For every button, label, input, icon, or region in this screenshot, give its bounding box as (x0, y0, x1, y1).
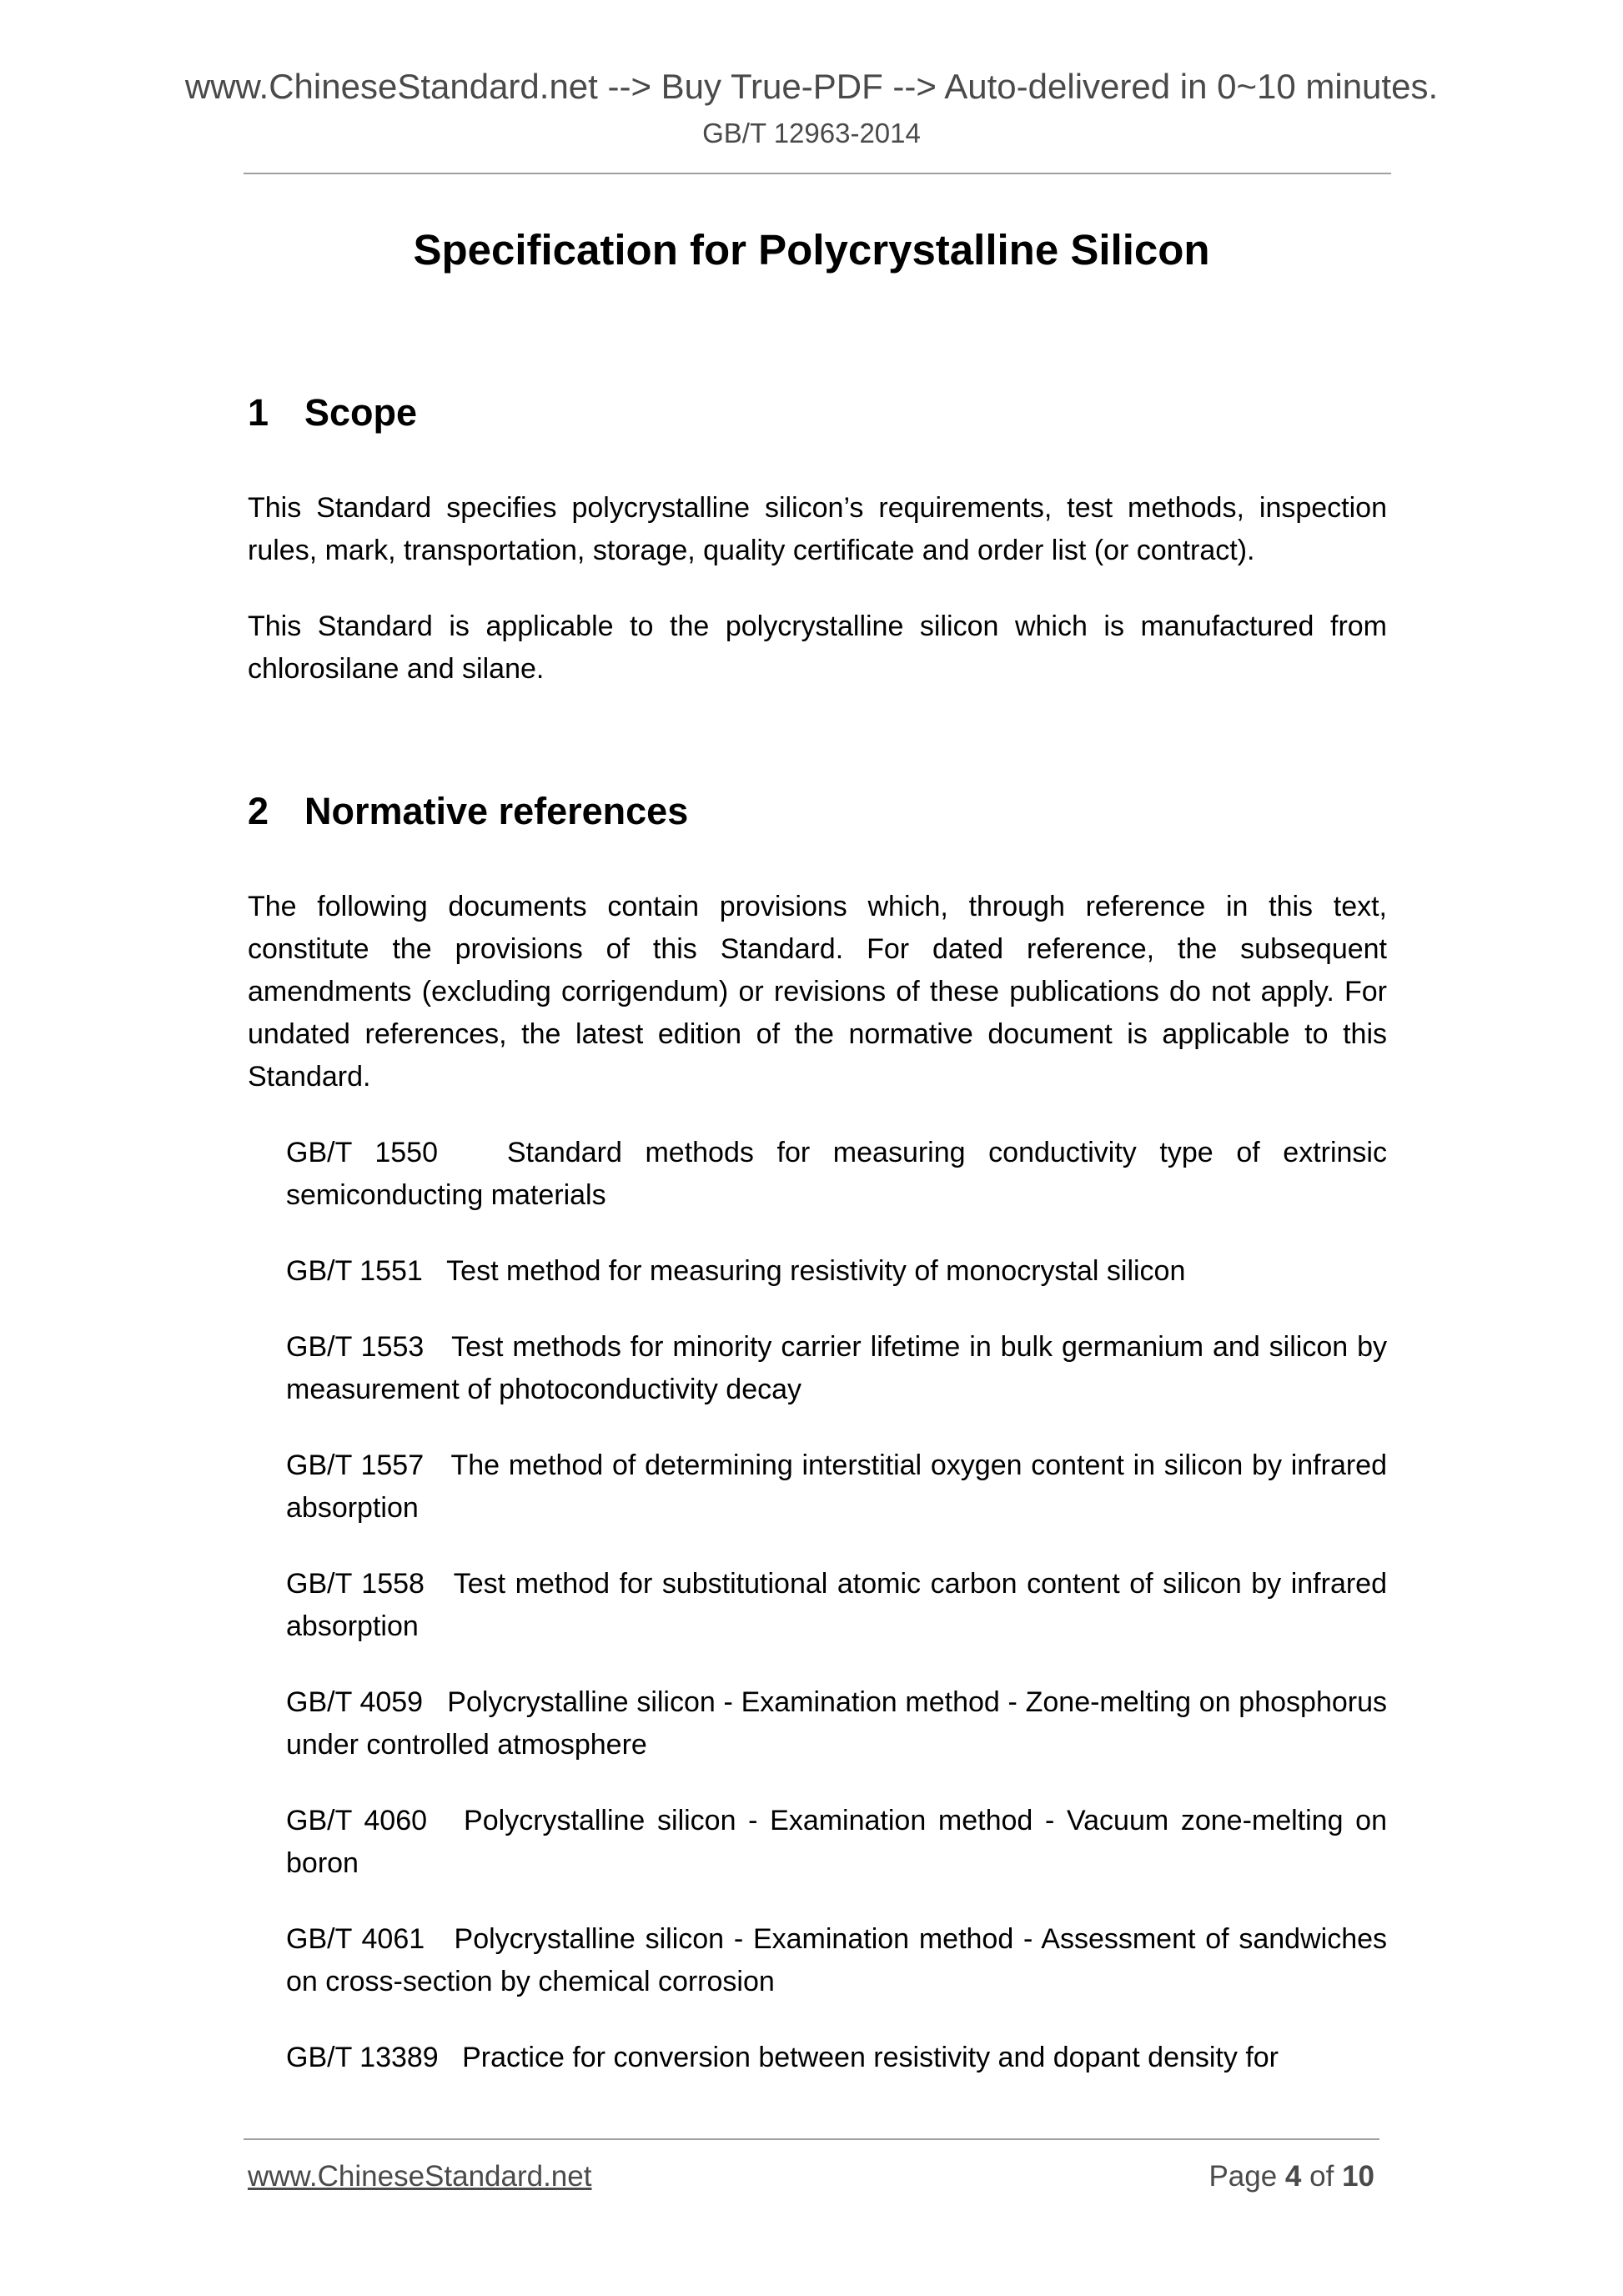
reference-code: GB/T 1558 (286, 1568, 425, 1600)
section-heading (248, 391, 1387, 434)
header-divider (244, 173, 1391, 174)
document-title: Specification for Polycrystalline Silicon (413, 226, 1210, 274)
reference-title: Polycrystalline silicon - Examination method - Assessment of sandwiches on cross-section by chemical corrosion (286, 1923, 1388, 1997)
reference-item (286, 1326, 1387, 1411)
reference-title: Test methods for minority carrier lifetime in bulk germanium and silicon by measurement of photoconductivity decay (286, 1331, 1387, 1405)
reference-item (286, 2037, 1387, 2079)
reference-item (286, 1563, 1387, 1648)
reference-code: GB/T 1557 (286, 1449, 425, 1481)
reference-item (286, 1444, 1387, 1530)
reference-code: GB/T 1550 (286, 1137, 438, 1168)
reference-code: GB/T 1553 (286, 1331, 425, 1363)
section-title: Normative references (304, 790, 689, 832)
reference-item (286, 1132, 1387, 1217)
reference-title: Polycrystalline silicon - Examination method - Zone-melting on phosphorus under controlled atmosphere (286, 1686, 1387, 1761)
section-scope (248, 391, 1387, 691)
reference-item (286, 1918, 1387, 2003)
reference-title: Practice for conversion between resistivity and dopant density for (462, 2042, 1279, 2073)
page-indicator (1208, 2160, 1374, 2193)
reference-item (286, 1681, 1387, 1766)
header-banner: www.ChineseStandard.net --> Buy True-PDF --> Auto-delivered in 0~10 minutes. (184, 67, 1439, 106)
footer-divider (244, 2138, 1379, 2140)
reference-code: GB/T 13389 (286, 2042, 439, 2073)
reference-code: GB/T 1551 (286, 1255, 423, 1287)
footer-website-link[interactable]: www.ChineseStandard.net (248, 2160, 592, 2193)
section-title: Scope (304, 391, 418, 434)
reference-title: Polycrystalline silicon - Examination method - Vacuum zone-melting on boron (286, 1805, 1387, 1879)
reference-item (286, 1250, 1387, 1293)
reference-title: Standard methods for measuring conductivity type of extrinsic semiconducting materials (286, 1137, 1387, 1211)
section-number: 2 (248, 790, 269, 832)
section-heading (248, 790, 1387, 832)
section-number: 1 (248, 391, 269, 434)
reference-item (286, 1800, 1387, 1885)
page-total: 10 (1342, 2160, 1374, 2193)
section-normative-references (248, 790, 1387, 2079)
reference-title: Test method for substitutional atomic carbon content of silicon by infrared absorption (286, 1568, 1388, 1642)
page-label: Page (1208, 2160, 1278, 2193)
page-current: 4 (1284, 2160, 1302, 2193)
standard-code: GB/T 12963-2014 (702, 118, 921, 148)
paragraph: This Standard specifies polycrystalline silicon’s requirements, test methods, inspection rules, mark, transportation, storage, quality certificate and order list (or contract). (248, 492, 1387, 566)
reference-title: The method of determining interstitial oxygen content in silicon by infrared absorption (286, 1449, 1387, 1524)
reference-code: GB/T 4061 (286, 1923, 425, 1955)
paragraph: This Standard is applicable to the polycrystalline silicon which is manufactured from chlorosilane and silane. (248, 610, 1387, 685)
paragraph: The following documents contain provisions which, through reference in this text, constitute the provisions of this Standard. For dated reference, the subsequent amendments (excluding corrigendum) or revisions of these publications do not apply. For undated references, the latest edition of the normative document is applicable to this Standard. (248, 891, 1387, 1093)
page-of: of (1309, 2160, 1334, 2193)
reference-code: GB/T 4060 (286, 1805, 428, 1836)
reference-title: Test method for measuring resistivity of monocrystal silicon (446, 1255, 1186, 1287)
reference-code: GB/T 4059 (286, 1686, 424, 1718)
